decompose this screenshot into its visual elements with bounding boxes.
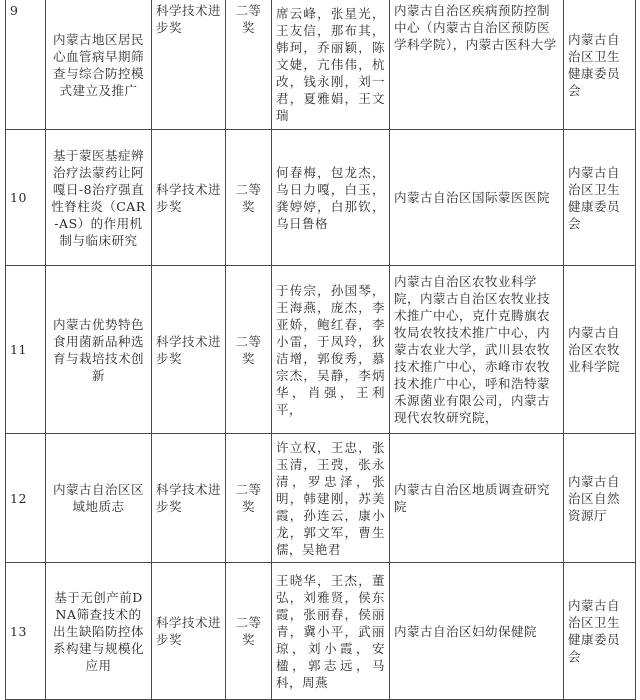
completing-persons: 席云峰，张星光，王友信，那布其，韩珂，乔丽颖，陈文婕，亢伟伟，杭改，钱永刚，刘一君，夏雅娟，王文瑞: [272, 0, 390, 130]
row-number: 11: [6, 266, 46, 434]
completing-persons: 许立权，王忠，张玉清，王弢，张永清，罗忠泽，张明，韩建刚，苏美霞，孙连云，康小龙，郭文军，曹生儒，吴艳君: [272, 434, 390, 563]
table-row: [6, 130, 636, 266]
project-name: 内蒙古自治区区域地质志: [46, 434, 152, 563]
nominating-unit: 内蒙古自治区卫生健康委员会: [564, 0, 636, 130]
award-type: 科学技术进步奖: [152, 266, 226, 434]
row-number: 10: [6, 130, 46, 266]
award-level: 二等奖: [226, 0, 272, 130]
award-type: 科学技术进步奖: [152, 434, 226, 563]
project-name: 基于无创产前DNA筛查技术的出生缺陷防控体系构建与规模化应用: [46, 563, 152, 700]
nominating-unit: 内蒙古自治区卫生健康委员会: [564, 130, 636, 266]
completing-persons: 王晓华，王杰，董弘，刘雅贤，侯东霞，张丽春，侯丽青，冀小平，武丽琼，刘小霞，安楹，郭志远，马科，周燕: [272, 563, 390, 700]
completing-units: 内蒙古自治区妇幼保健院: [390, 563, 564, 700]
row-number: 13: [6, 563, 46, 700]
project-name: 内蒙古地区居民心血管病早期筛查与综合防控模式建立及推广: [46, 0, 152, 130]
completing-persons: 于传宗，孙国琴，王海燕，庞杰，李亚娇，鲍红春，李小雷，于凤玲，狄洁增，郭俊秀，慕宗杰，吴静，李炳华，肖强，王利平，: [272, 266, 390, 434]
nominating-unit: 内蒙古自治区自然资源厅: [564, 434, 636, 563]
row-number: 9: [6, 0, 46, 130]
completing-persons: 何春梅，包龙杰，乌日力嘎，白玉，龚婷婷，白那钦，乌日鲁格: [272, 130, 390, 266]
awards-table: [5, 0, 636, 700]
award-type: 科学技术进步奖: [152, 563, 226, 700]
table-row: [6, 0, 636, 130]
completing-units: 内蒙古自治区农牧业科学院，内蒙古自治区农牧业技术推广中心，克什克腾旗农牧局农牧技术推广中心，内蒙古农业大学，武川县农牧技术推广中心，赤峰市农牧技术推广中心，呼和浩特蒙禾源菌业有限公司，内蒙古现代农牧研究院，: [390, 266, 564, 434]
nominating-unit: 内蒙古自治区农牧业科学院: [564, 266, 636, 434]
award-level: 二等奖: [226, 563, 272, 700]
table-row: [6, 434, 636, 563]
nominating-unit: 内蒙古自治区卫生健康委员会: [564, 563, 636, 700]
award-type: 科学技术进步奖: [152, 130, 226, 266]
row-number: 12: [6, 434, 46, 563]
table-row: [6, 563, 636, 700]
award-type: 科学技术进步奖: [152, 0, 226, 130]
award-level: 二等奖: [226, 434, 272, 563]
completing-units: 内蒙古自治区地质调查研究院: [390, 434, 564, 563]
project-name: 内蒙古优势特色食用菌新品种选育与栽培技术创新: [46, 266, 152, 434]
project-name: 基于蒙医基症辨治疗法蒙药让阿嘎日-8治疗强直性脊柱炎（CAR-AS）的作用机制与临床研究: [46, 130, 152, 266]
award-level: 二等奖: [226, 266, 272, 434]
completing-units: 内蒙古自治区疾病预防控制中心（内蒙古自治区预防医学科学院），内蒙古医科大学: [390, 0, 564, 130]
table-row: [6, 266, 636, 434]
award-level: 二等奖: [226, 130, 272, 266]
completing-units: 内蒙古自治区国际蒙医医院: [390, 130, 564, 266]
